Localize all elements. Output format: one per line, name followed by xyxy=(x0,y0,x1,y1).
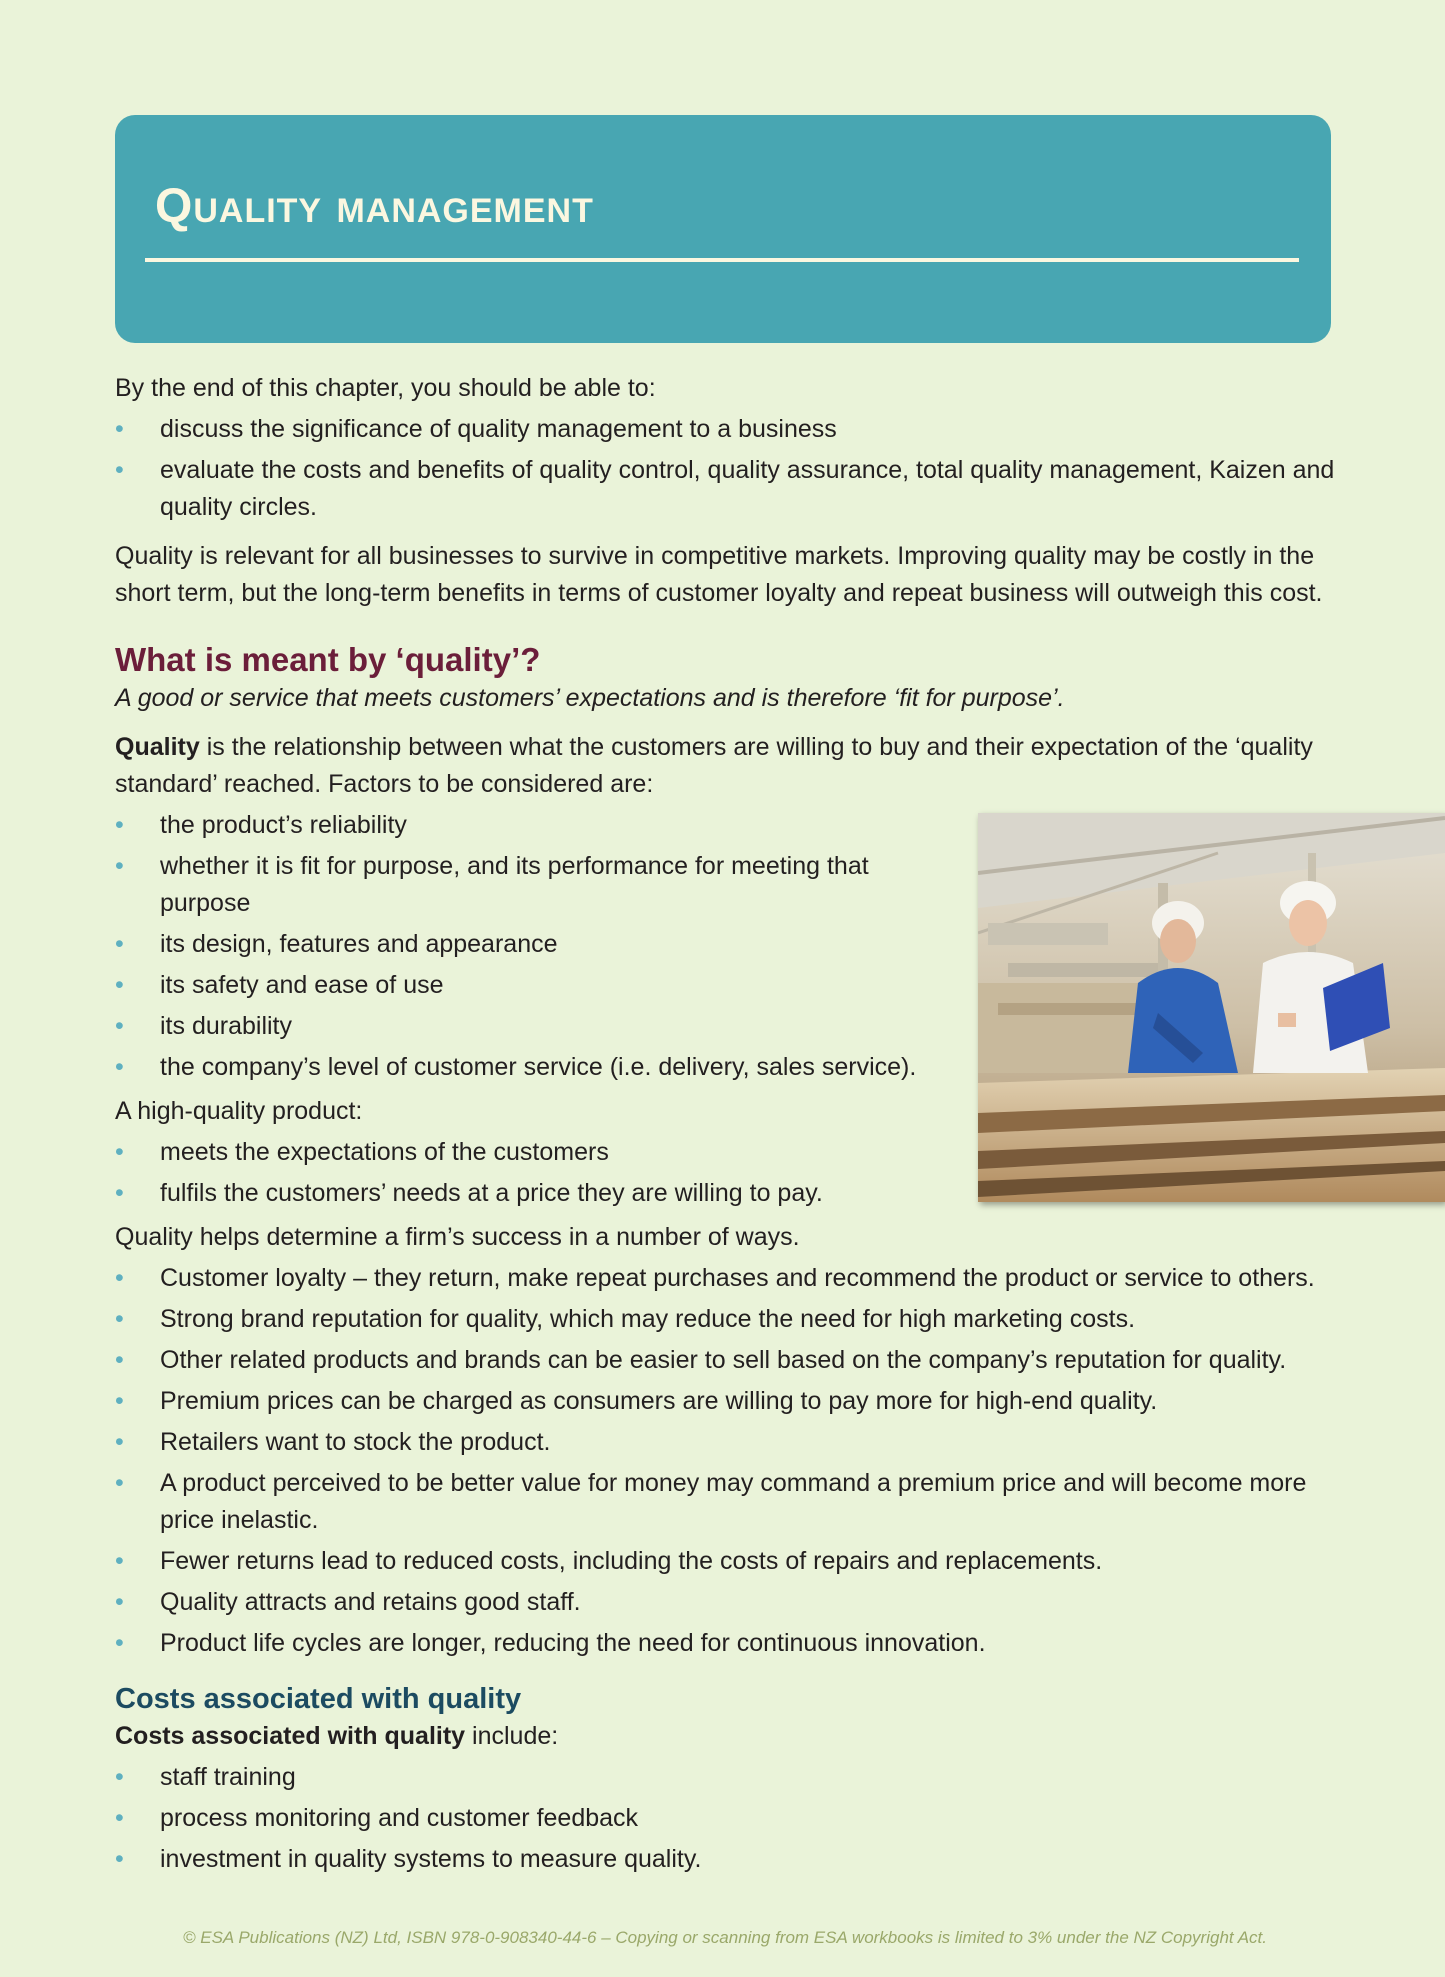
chapter-title-banner xyxy=(115,115,1331,343)
high-quality-list xyxy=(115,1134,965,1212)
section-heading-quality: What is meant by ‘quality’? xyxy=(115,641,541,678)
success-list xyxy=(115,1260,1335,1662)
list-item: • process monitoring and customer feedback xyxy=(115,1800,1335,1837)
list-item: • Retailers want to stock the product. xyxy=(115,1424,1335,1461)
objectives-lead: By the end of this chapter, you should be able to: xyxy=(115,374,656,402)
copyright-footer: © ESA Publications (NZ) Ltd, ISBN 978-0-908340-44-6 – Copying or scanning from ESA workbooks is limited to 3% under the NZ Copyright Act. xyxy=(182,1928,1268,1947)
costs-list xyxy=(115,1759,1335,1878)
list-item: • meets the expectations of the customers xyxy=(115,1134,965,1171)
list-item: • the company’s level of customer service (i.e. delivery, sales service). xyxy=(115,1049,965,1086)
factors-list xyxy=(115,807,965,1086)
section-heading-costs: Costs associated with quality xyxy=(115,1683,522,1715)
list-item: • Customer loyalty – they return, make repeat purchases and recommend the product or service to others. xyxy=(115,1260,1335,1297)
success-lead: Quality helps determine a firm’s success in a number of ways. xyxy=(115,1223,800,1251)
list-item: • its safety and ease of use xyxy=(115,967,965,1004)
chapter-title: Quality management xyxy=(155,180,594,233)
list-item: • A product perceived to be better value for money may command a premium price and will become more price inelastic. xyxy=(115,1465,1335,1539)
bold-term: Quality xyxy=(115,733,200,761)
quality-definition: A good or service that meets customers’ expectations and is therefore ‘fit for purpose’. xyxy=(115,684,1065,712)
high-quality-lead: A high-quality product: xyxy=(115,1097,363,1125)
list-item: • its design, features and appearance xyxy=(115,926,965,963)
objectives-list xyxy=(115,411,1335,526)
list-item: • the product’s reliability xyxy=(115,807,965,844)
list-item: • Premium prices can be charged as consumers are willing to pay more for high-end quality. xyxy=(115,1383,1335,1420)
list-item: • Other related products and brands can be easier to sell based on the company’s reputation for quality. xyxy=(115,1342,1335,1379)
list-item: • fulfils the customers’ needs at a price they are willing to pay. xyxy=(115,1175,965,1212)
photo-illustration xyxy=(978,813,1445,1202)
list-item: • Fewer returns lead to reduced costs, including the costs of repairs and replacements. xyxy=(115,1543,1335,1580)
costs-paragraph xyxy=(115,1718,1335,1755)
list-item: • Product life cycles are longer, reducing the need for continuous innovation. xyxy=(115,1625,1335,1662)
list-item: • investment in quality systems to measure quality. xyxy=(115,1841,1335,1878)
bold-term: Costs associated with quality xyxy=(115,1722,466,1750)
paragraph-text: include: xyxy=(465,1722,559,1750)
list-item: • evaluate the costs and benefits of quality control, quality assurance, total quality management, Kaizen and quality circles. xyxy=(115,452,1335,526)
intro-paragraph: Quality is relevant for all businesses to survive in competitive markets. Improving quality may be costly in the short term, but the long-term benefits in terms of customer loyalty and repeat business will outweigh this cost. xyxy=(115,542,1323,607)
list-item: • Quality attracts and retains good staff. xyxy=(115,1584,1335,1621)
list-item: • discuss the significance of quality management to a business xyxy=(115,411,1335,448)
list-item: • staff training xyxy=(115,1759,1335,1796)
title-underline xyxy=(145,258,1299,262)
list-item: • whether it is fit for purpose, and its performance for meeting that purpose xyxy=(115,848,965,922)
quality-paragraph xyxy=(115,729,1335,803)
list-item: • Strong brand reputation for quality, which may reduce the need for high marketing costs. xyxy=(115,1301,1335,1338)
paragraph-text: is the relationship between what the customers are willing to buy and their expectation of the ‘quality standard’ reached. Factors to be considered are: xyxy=(115,733,1313,798)
factory-workers-photo xyxy=(978,813,1445,1202)
list-item: • its durability xyxy=(115,1008,965,1045)
